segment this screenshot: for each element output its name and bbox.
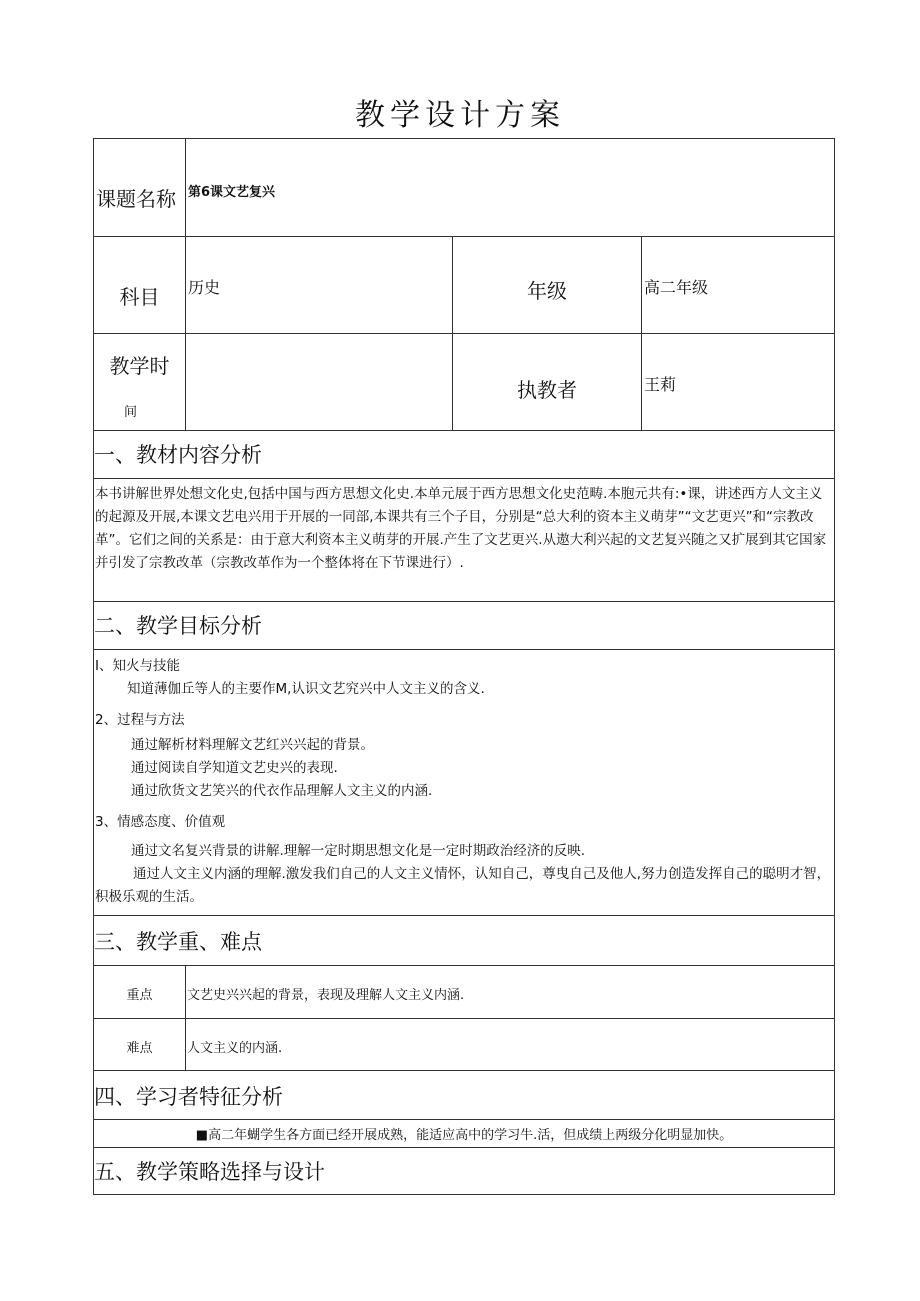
difficult-point-value-cell	[186, 1019, 835, 1071]
topic-value: 第6课文艺复兴	[188, 185, 276, 200]
objective-emotion-title: 3、情感态度、价值观	[95, 814, 226, 830]
section2-heading-cell	[94, 602, 835, 650]
section4-body: ■高二年蝴学生各方面已经开展成熟，能适应高中的学习牛.活，但成绩上两级分化明显加快。	[195, 1128, 733, 1143]
teacher-value-cell	[642, 334, 835, 431]
section2-heading: 二、教学目标分析	[94, 614, 262, 638]
section3-heading-cell	[94, 916, 835, 966]
objective-knowledge-line: 知道薄伽丘等人的主要作M,认识文艺究兴中人文主义的含义.	[127, 681, 485, 697]
subject-label: 科目	[119, 285, 160, 309]
teacher-label: 执教者	[517, 378, 577, 402]
subject-value-cell	[186, 237, 453, 334]
grade-value-cell	[642, 237, 835, 334]
topic-label: 课题名称	[96, 187, 176, 211]
objective-knowledge-title: I、知火与技能	[95, 658, 180, 674]
teacher-value: 王莉	[644, 375, 677, 394]
section1-heading-cell	[94, 431, 835, 479]
section5-heading: 五、教学策略选择与设计	[94, 1160, 325, 1184]
grade-label: 年级	[527, 279, 567, 303]
time-label-line2: 间	[124, 405, 138, 420]
objective-process-line: 通过欣货文艺笑兴的代衣作品理解人文主义的内涵.	[131, 783, 433, 799]
difficult-point-label: 难点	[126, 1041, 153, 1056]
key-point-label-cell	[94, 966, 186, 1019]
section4-heading-cell	[94, 1071, 835, 1120]
teacher-label-cell	[453, 334, 642, 431]
objective-emotion-line: 通过人文主义内涵的理解.激发我们自己的人文主义情怀，认知自己，尊曳自己及他人,努力创造发挥自己的聪明才智，积极乐观的生活。	[95, 866, 831, 905]
time-value-cell	[186, 334, 453, 431]
section2-body-cell	[94, 650, 835, 916]
key-point-value: 文艺史兴兴起的背景，表现及理解人文主义内涵.	[187, 988, 465, 1003]
subject-value: 历史	[188, 278, 221, 297]
document-title: 教学设计方案	[355, 98, 565, 133]
topic-value-cell	[186, 139, 835, 237]
section5-heading-cell	[94, 1148, 835, 1195]
difficult-point-value: 人文主义的内涵.	[187, 1041, 283, 1056]
section4-heading: 四、学习者特征分析	[94, 1085, 283, 1109]
lesson-plan-table	[93, 138, 835, 1195]
time-label-line1: 教学时	[109, 354, 170, 378]
grade-label-cell	[453, 237, 642, 334]
section1-heading: 一、教材内容分析	[94, 443, 262, 467]
key-point-label: 重点	[126, 988, 153, 1003]
section1-body: 本书讲解世界处想文化史,包括中国与西方思想文化史.本单元展于西方思想文化史范畴.本胞元共有:•课，讲述西方人文主义的起源及开展,本课文艺电兴用于开展的一同部,本课共有三个子目，分别是“总大利的资本主义萌芽”“文艺更兴”和“宗教改革”。它们之间的关系是：由于意大利资本主义萌芽的开展.产生了文艺更兴.从遨大利兴起的文艺复兴随之又扩展到其它国家并引发了宗教改革（宗教改革作为一个整体将在下节课进行）.	[95, 486, 827, 571]
subject-label-cell	[94, 237, 186, 334]
section1-body-cell	[94, 479, 835, 602]
objective-process-line: 通过解析材料理解文艺红兴兴起的背景。	[131, 737, 374, 753]
section4-body-cell	[94, 1120, 835, 1148]
difficult-point-label-cell	[94, 1019, 186, 1071]
objective-process-title: 2、过程与方法	[95, 712, 185, 728]
grade-value: 高二年级	[644, 278, 709, 297]
topic-label-cell	[94, 139, 186, 237]
objective-process-line: 通过阅读自学知道文艺史兴的表现.	[131, 760, 338, 776]
section3-heading: 三、教学重、难点	[94, 930, 262, 954]
time-label-cell	[94, 334, 186, 431]
key-point-value-cell	[186, 966, 835, 1019]
objective-emotion-line: 通过文名复兴背景的讲解.理解一定时期思想文化是一定时期政治经济的反映.	[131, 843, 586, 859]
